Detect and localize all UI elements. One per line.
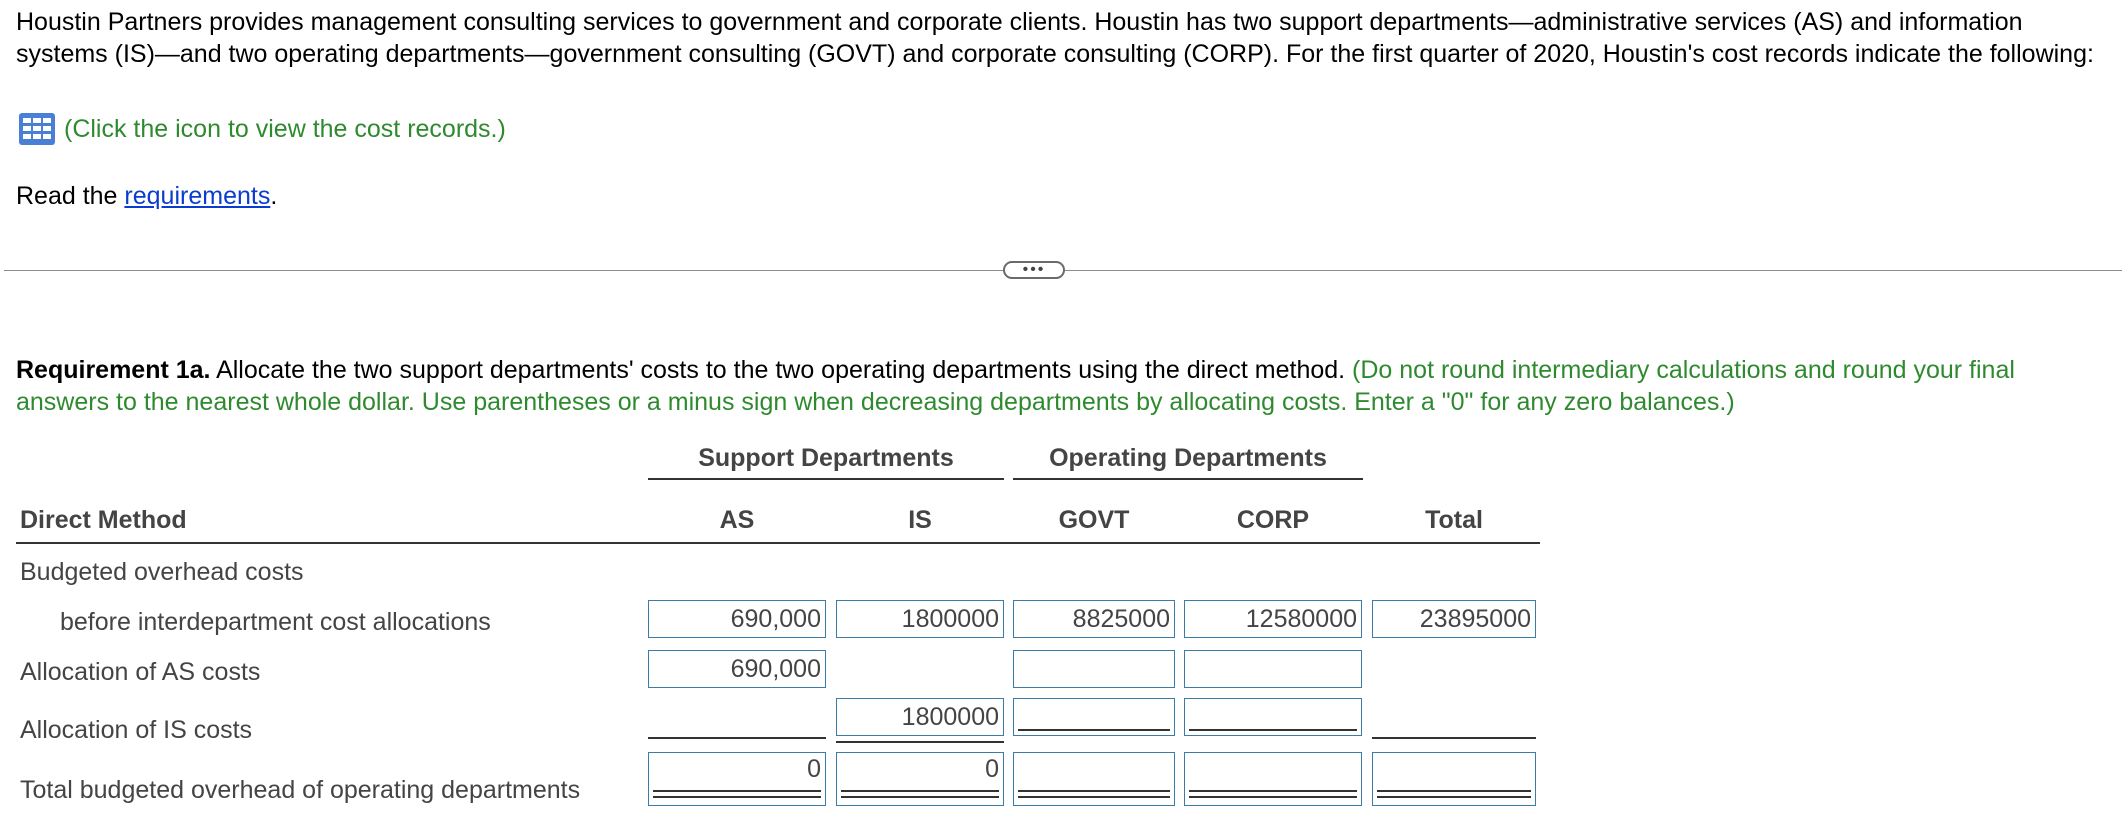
- alloc-is-govt-underline: [1018, 729, 1170, 731]
- read-suffix: .: [270, 182, 278, 210]
- row-label-before: before interdepartment cost allocations: [60, 608, 491, 636]
- total-corp-dbl-1: [1189, 790, 1357, 792]
- total-corp-dbl-2: [1189, 796, 1357, 798]
- operating-group-line: [1013, 478, 1363, 480]
- col-header-govt: GOVT: [1058, 506, 1130, 534]
- total-total-dbl-1: [1377, 790, 1531, 792]
- row-label-budgeted: Budgeted overhead costs: [20, 558, 304, 586]
- requirement-instruction: (Do not round intermediary calculations and round your final answers to the nearest whole dollar. Use parentheses or a minus sign when decreasing departments by allocating costs. Enter a "0" for any zero balances.): [16, 356, 2015, 416]
- col-header-corp: CORP: [1236, 506, 1310, 534]
- requirement-body: Allocate the two support departments' costs to the two operating departments using the direct method.: [210, 356, 1353, 384]
- read-prefix: Read the: [16, 182, 125, 210]
- row-label-alloc-as: Allocation of AS costs: [20, 658, 261, 686]
- total-as-dbl-1: [653, 790, 821, 792]
- cost-records-link[interactable]: [18, 112, 506, 146]
- total-govt-dbl-1: [1018, 790, 1170, 792]
- total-is-dbl-1: [841, 790, 999, 792]
- col-header-total: Total: [1425, 506, 1483, 534]
- input-before-total[interactable]: [1372, 600, 1536, 638]
- total-as-dbl-2: [653, 796, 821, 798]
- support-departments-header: Support Departments: [698, 444, 954, 472]
- header-rule: [16, 542, 1540, 544]
- total-total-dbl-2: [1377, 796, 1531, 798]
- alloc-is-corp-underline: [1189, 729, 1357, 731]
- operating-departments-header: Operating Departments: [1049, 444, 1327, 472]
- support-group-line: [648, 478, 1004, 480]
- direct-method-header: Direct Method: [20, 506, 187, 534]
- input-alloc-as-as[interactable]: [648, 650, 826, 688]
- requirement-text: [16, 354, 2106, 418]
- table-icon[interactable]: [18, 112, 56, 146]
- requirement-title: Requirement 1a.: [16, 356, 211, 384]
- input-before-as[interactable]: [648, 600, 826, 638]
- alloc-is-total-underline: [1372, 737, 1536, 739]
- alloc-is-as-underline: [648, 737, 826, 739]
- total-govt-dbl-2: [1018, 796, 1170, 798]
- requirements-link[interactable]: requirements: [124, 182, 271, 210]
- input-before-govt[interactable]: [1013, 600, 1175, 638]
- problem-intro: Houstin Partners provides management consulting services to government and corporate clients. Houstin has two support departments—administrative services (AS) and information systems (IS)—and two operating departments—government consulting (GOVT) and corporate consulting (CORP). For the first quarter of 2020, Houstin's cost records indicate the following:: [16, 8, 2094, 68]
- col-header-as: AS: [719, 506, 755, 534]
- row-label-total: Total budgeted overhead of operating departments: [20, 776, 581, 804]
- total-is-dbl-2: [841, 796, 999, 798]
- expand-handle[interactable]: •••: [1003, 261, 1065, 279]
- input-alloc-as-govt[interactable]: [1013, 650, 1175, 688]
- col-header-is: IS: [908, 506, 932, 534]
- row-label-alloc-is: Allocation of IS costs: [20, 716, 253, 744]
- input-before-corp[interactable]: [1184, 600, 1362, 638]
- read-requirements-line: [16, 182, 277, 211]
- input-alloc-as-corp[interactable]: [1184, 650, 1362, 688]
- input-before-is[interactable]: [836, 600, 1004, 638]
- input-alloc-is-is[interactable]: [836, 698, 1004, 736]
- alloc-is-is-underline: [836, 741, 1004, 743]
- cost-records-link-text[interactable]: (Click the icon to view the cost records.): [64, 114, 506, 143]
